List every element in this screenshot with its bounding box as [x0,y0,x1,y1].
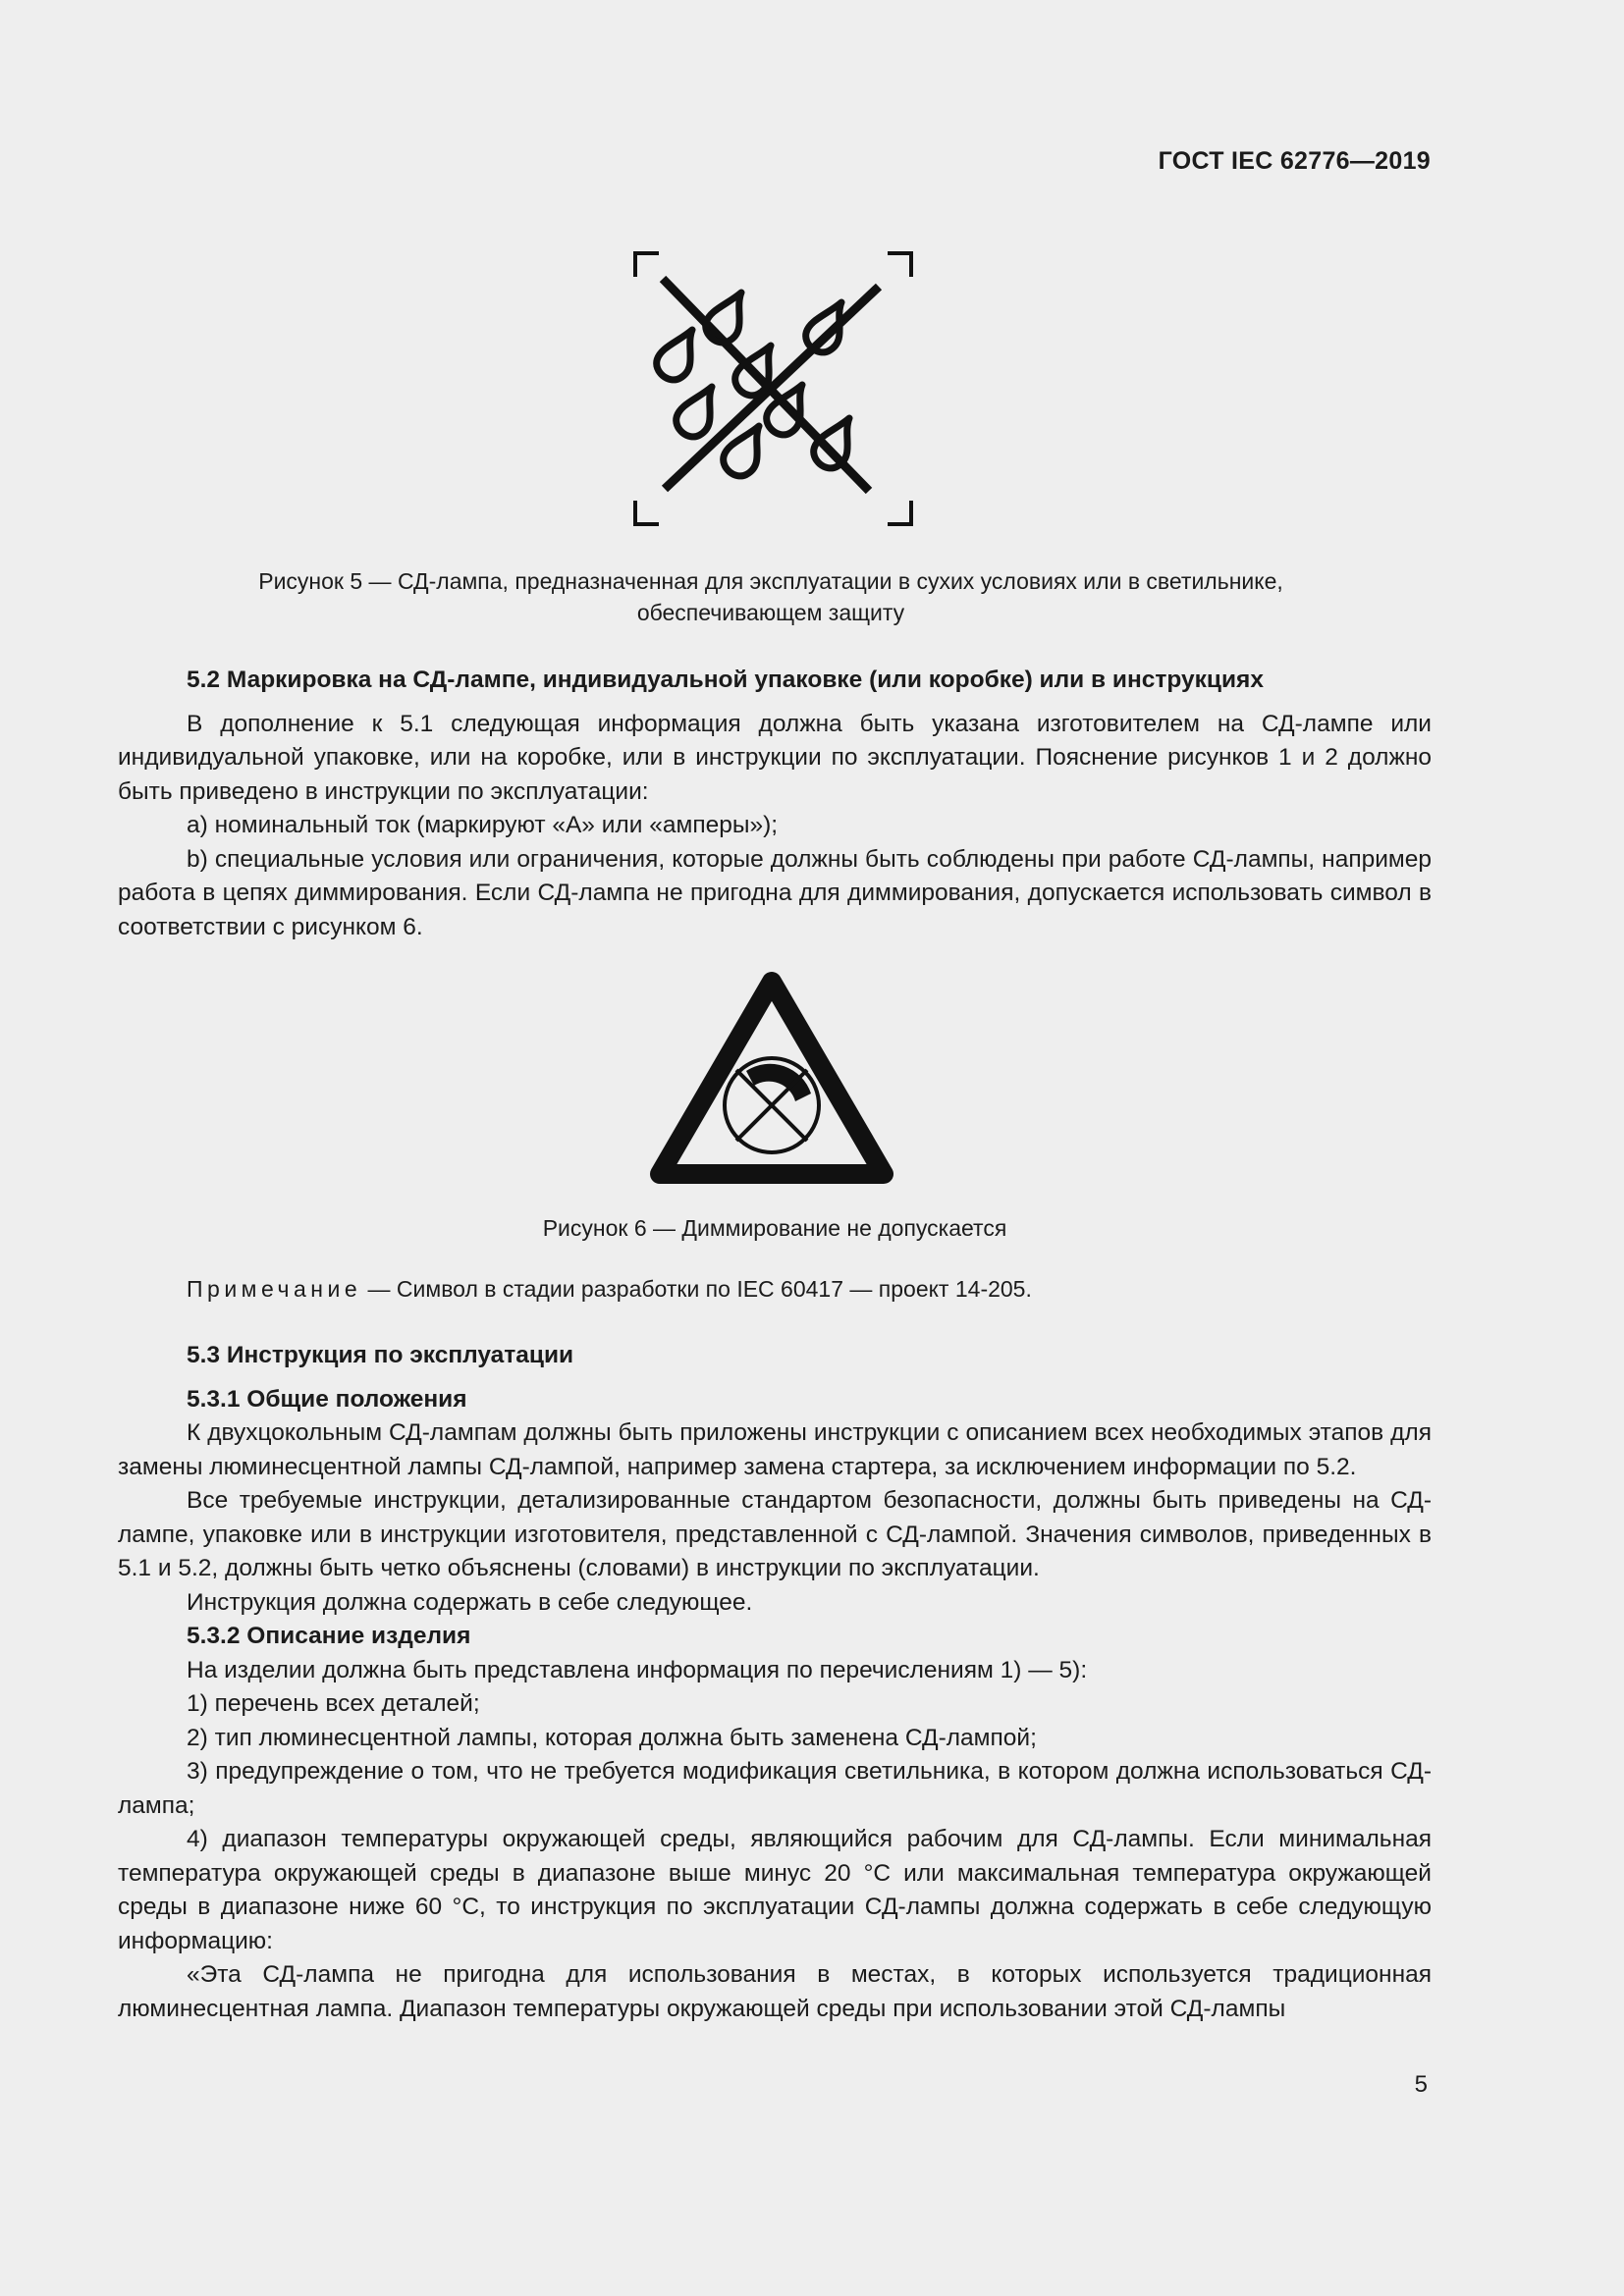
list-item-b: b) специальные условия или ограничения, которые должны быть соблюдены при работе СД-лампы, например работа в цепях диммирования. Если СД-лампа не пригодна для диммирования, допускается использовать символ в соответствии с рисунком 6. [118,845,1432,940]
list-item-2: 2) тип люминесцентной лампы, которая должна быть заменена СД-лампой; [187,1724,1037,1751]
section-5-2 [118,664,1432,944]
section-5-2-heading: 5.2 Маркировка на СД-лампе, индивидуальной упаковке (или коробке) или в инструкциях [187,667,1264,693]
section-5-3-2-heading: 5.3.2 Описание изделия [187,1623,471,1649]
figure5-caption-line2: обеспечивающем защиту [636,600,905,625]
no-dimming-triangle-icon [648,968,895,1192]
list-item-a: a) номинальный ток (маркируют «А» или «амперы»); [187,812,779,838]
section-5-3-1-paragraph-2: Все требуемые инструкции, детализированные стандартом безопасности, должны быть приведены на СД-лампе, упаковке или в инструкции изготовителя, представленной с СД-лампой. Значения символов, приведенных в 5.1 и 5.2, должны быть четко объяснены (словами) в инструкции по эксплуатации. [118,1487,1432,1581]
section-5-3-1-heading: 5.3.1 Общие положения [187,1385,467,1413]
list-item-3: 3) предупреждение о том, что не требуется модификация светильника, в котором должна использоваться СД-лампа; [118,1758,1432,1819]
figure5-caption-line1: Рисунок 5 — СД-лампа, предназначенная для эксплуатации в сухих условиях или в светильнике, [258,568,1283,594]
section-5-3-1-paragraph-1: К двухцокольным СД-лампам должны быть приложены инструкции с описанием всех необходимых этапов для замены люминесцентной лампы СД-лампой, например замена стартера, за исключением информации по 5.2. [118,1419,1432,1480]
no-rain-droplets-crossed-icon [633,251,913,526]
quoted-warning-text: «Эта СД-лампа не пригодна для использования в местах, в которых используется традиционная люминесцентная лампа. Диапазон температуры окружающей среды при использовании этой СД-лампы [118,1961,1432,2022]
standard-id-header: ГОСТ IEC 62776—2019 [1158,147,1431,175]
figure5-caption [118,565,1424,628]
section-5-2-paragraph: В дополнение к 5.1 следующая информация должна быть указана изготовителем на СД-лампе или индивидуальной упаковке, или на коробке, или в инструкции по эксплуатации. Пояснение рисунков 1 и 2 должно быть приведено в инструкции по эксплуатации: [118,710,1432,805]
section-5-3-1-paragraph-3: Инструкция должна содержать в себе следующее. [187,1588,753,1616]
section-5-3 [118,1339,1432,2026]
section-5-3-heading: 5.3 Инструкция по эксплуатации [187,1342,574,1368]
list-item-4: 4) диапазон температуры окружающей среды, являющийся рабочим для СД-лампы. Если минимальная температура окружающей среды в диапазоне выше минус 20 °С или максимальная температура окружающей среды в диапазоне ниже 60 °С, то инструкция по эксплуатации СД-лампы должна содержать в себе следующую информацию: [118,1826,1432,1954]
figure6-note [187,1273,1032,1305]
note-text: — Символ в стадии разработки по IEC 60417 — проект 14-205. [361,1276,1032,1302]
page-number: 5 [1414,2071,1428,2098]
figure6-caption: Рисунок 6 — Диммирование не допускается [542,1215,1007,1241]
section-5-3-2-paragraph: На изделии должна быть представлена информация по перечислениям 1) — 5): [187,1656,1088,1683]
list-item-1: 1) перечень всех деталей; [187,1690,480,1717]
note-label: Примечание [187,1276,362,1302]
